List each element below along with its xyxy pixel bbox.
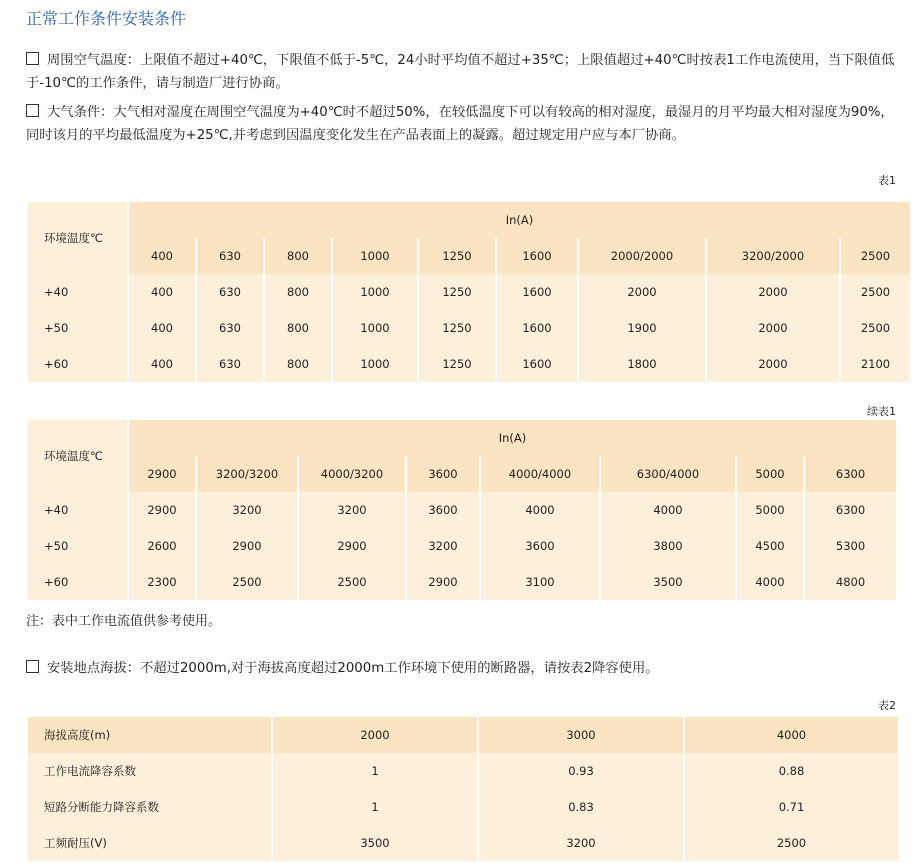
table-cell: 3200	[197, 492, 297, 528]
table1b-col-header: 5000	[737, 456, 803, 492]
table-cell: 1	[273, 789, 477, 825]
table-cell: 5300	[805, 528, 896, 564]
table-cell: 1250	[419, 274, 495, 310]
table1b-row-header: 环境温度℃	[28, 420, 127, 492]
checkbox-square-icon	[26, 104, 39, 117]
table2-col-header: 2000	[273, 717, 477, 753]
table-cell: 2000	[707, 310, 839, 346]
table-cell: 2000	[707, 346, 839, 382]
table-cell: 1900	[579, 310, 705, 346]
table-cell: 400	[129, 346, 195, 382]
table1b-caption: 续表1	[867, 405, 896, 418]
table-cell: 2500	[841, 274, 910, 310]
table-cell: 2000	[579, 274, 705, 310]
temperature-condition	[26, 49, 901, 95]
altitude-condition	[26, 657, 901, 680]
table-cell: 4500	[737, 528, 803, 564]
table-cell: 0.71	[685, 789, 898, 825]
table-cell: 1000	[333, 310, 417, 346]
table-cell: 3500	[273, 825, 477, 861]
table-cell: 1600	[497, 346, 577, 382]
table1b-temp-cell: +50	[28, 528, 127, 564]
table-cell: 400	[129, 274, 195, 310]
table-cell: 6300	[805, 492, 896, 528]
table1-col-header: 3200/2000	[707, 238, 839, 274]
page-title: 正常工作条件安装条件	[26, 9, 187, 28]
table1-col-header: 1000	[333, 238, 417, 274]
table2-col-header: 4000	[685, 717, 898, 753]
table-cell: 800	[265, 346, 331, 382]
table-row	[28, 346, 910, 382]
table-cell: 4800	[805, 564, 896, 600]
table-cell: 2500	[841, 310, 910, 346]
table-cell: 2300	[129, 564, 195, 600]
table-cell: 0.93	[479, 753, 683, 789]
table-cell: 2000	[707, 274, 839, 310]
table-cell: 3500	[601, 564, 735, 600]
table-cell: 3800	[601, 528, 735, 564]
table2-row-label: 短路分断能力降容系数	[28, 789, 271, 825]
atmosphere-condition	[26, 101, 901, 147]
table-cell: 2900	[299, 528, 405, 564]
table-cell: 2900	[197, 528, 297, 564]
table1-group-header: In(A)	[129, 202, 910, 238]
table1b-col-header: 6300	[805, 456, 896, 492]
table-row	[28, 528, 896, 564]
table-note: 注：表中工作电流值供参考使用。	[26, 614, 222, 629]
table-cell: 1600	[497, 274, 577, 310]
table-cell: 1000	[333, 274, 417, 310]
table-cell: 3100	[481, 564, 599, 600]
table1b	[26, 420, 898, 600]
table1b-col-header: 4000/4000	[481, 456, 599, 492]
table-cell: 800	[265, 310, 331, 346]
table-cell: 1000	[333, 346, 417, 382]
table-cell: 2900	[407, 564, 479, 600]
table1b-temp-cell: +60	[28, 564, 127, 600]
table-cell: 630	[197, 346, 263, 382]
table-cell: 3600	[481, 528, 599, 564]
table1-temp-cell: +60	[28, 346, 127, 382]
table1-col-header: 2000/2000	[579, 238, 705, 274]
table-row	[28, 825, 898, 861]
table-cell: 2500	[197, 564, 297, 600]
table1b-group-header: In(A)	[129, 420, 896, 456]
table-row	[28, 753, 898, 789]
table-row	[28, 310, 910, 346]
table-cell: 3200	[407, 528, 479, 564]
temperature-condition-text: 周围空气温度：上限值不超过+40℃，下限值不低于-5℃，24小时平均值不超过+35℃；上限值超过+40℃时按表1工作电流使用，当下限值低于-10℃的工作条件，请与制造厂进行协商。	[26, 53, 895, 91]
table1b-col-header: 6300/4000	[601, 456, 735, 492]
table-row	[28, 274, 910, 310]
table1b-col-header: 3600	[407, 456, 479, 492]
checkbox-square-icon	[26, 52, 39, 65]
table-cell: 630	[197, 274, 263, 310]
table-cell: 400	[129, 310, 195, 346]
table-cell: 2500	[299, 564, 405, 600]
table1-col-header: 800	[265, 238, 331, 274]
table-cell: 2500	[685, 825, 898, 861]
table2-col-header: 3000	[479, 717, 683, 753]
table1-temp-cell: +50	[28, 310, 127, 346]
table1	[26, 202, 912, 382]
table-cell: 3200	[479, 825, 683, 861]
checkbox-square-icon	[26, 660, 39, 673]
table1-temp-cell: +40	[28, 274, 127, 310]
table-cell: 0.88	[685, 753, 898, 789]
table1-col-header: 1250	[419, 238, 495, 274]
table1-col-header: 630	[197, 238, 263, 274]
table-cell: 800	[265, 274, 331, 310]
table-cell: 4000	[737, 564, 803, 600]
table1b-col-header: 4000/3200	[299, 456, 405, 492]
table-row	[28, 564, 896, 600]
table1-col-header: 1600	[497, 238, 577, 274]
table-cell: 1600	[497, 310, 577, 346]
table2-row-label: 工作电流降容系数	[28, 753, 271, 789]
table1-row-header: 环境温度℃	[28, 202, 127, 274]
table-cell: 2100	[841, 346, 910, 382]
table1-caption: 表1	[878, 174, 896, 187]
table-cell: 1800	[579, 346, 705, 382]
table-row	[28, 789, 898, 825]
table-cell: 3600	[407, 492, 479, 528]
altitude-condition-text: 安装地点海拔：不超过2000m,对于海拔高度超过2000m工作环境下使用的断路器，请按表2降容使用。	[47, 661, 659, 676]
atmosphere-condition-text: 大气条件：大气相对湿度在周围空气温度为+40℃时不超过50%，在较低温度下可以有较高的相对湿度，最湿月的月平均最大相对湿度为90%，同时该月的平均最低温度为+25℃,并考虑到因温度变化发生在产品表面上的凝露。超过规定用户应与本厂协商。	[26, 105, 894, 143]
table1b-col-header: 3200/3200	[197, 456, 297, 492]
table-cell: 2600	[129, 528, 195, 564]
table-cell: 630	[197, 310, 263, 346]
table-cell: 5000	[737, 492, 803, 528]
table2-caption: 表2	[878, 699, 896, 712]
table-cell: 3200	[299, 492, 405, 528]
table-cell: 4000	[601, 492, 735, 528]
table-cell: 1250	[419, 310, 495, 346]
table-cell: 4000	[481, 492, 599, 528]
table1b-temp-cell: +40	[28, 492, 127, 528]
table2-header-label: 海拔高度(m)	[28, 717, 271, 753]
table2	[26, 717, 900, 861]
table-row	[28, 492, 896, 528]
table1-col-header: 2500	[841, 238, 910, 274]
table2-row-label: 工频耐压(V)	[28, 825, 271, 861]
table-cell: 1250	[419, 346, 495, 382]
table1b-col-header: 2900	[129, 456, 195, 492]
table1-col-header: 400	[129, 238, 195, 274]
table-cell: 2900	[129, 492, 195, 528]
table-cell: 0.83	[479, 789, 683, 825]
table-cell: 1	[273, 753, 477, 789]
